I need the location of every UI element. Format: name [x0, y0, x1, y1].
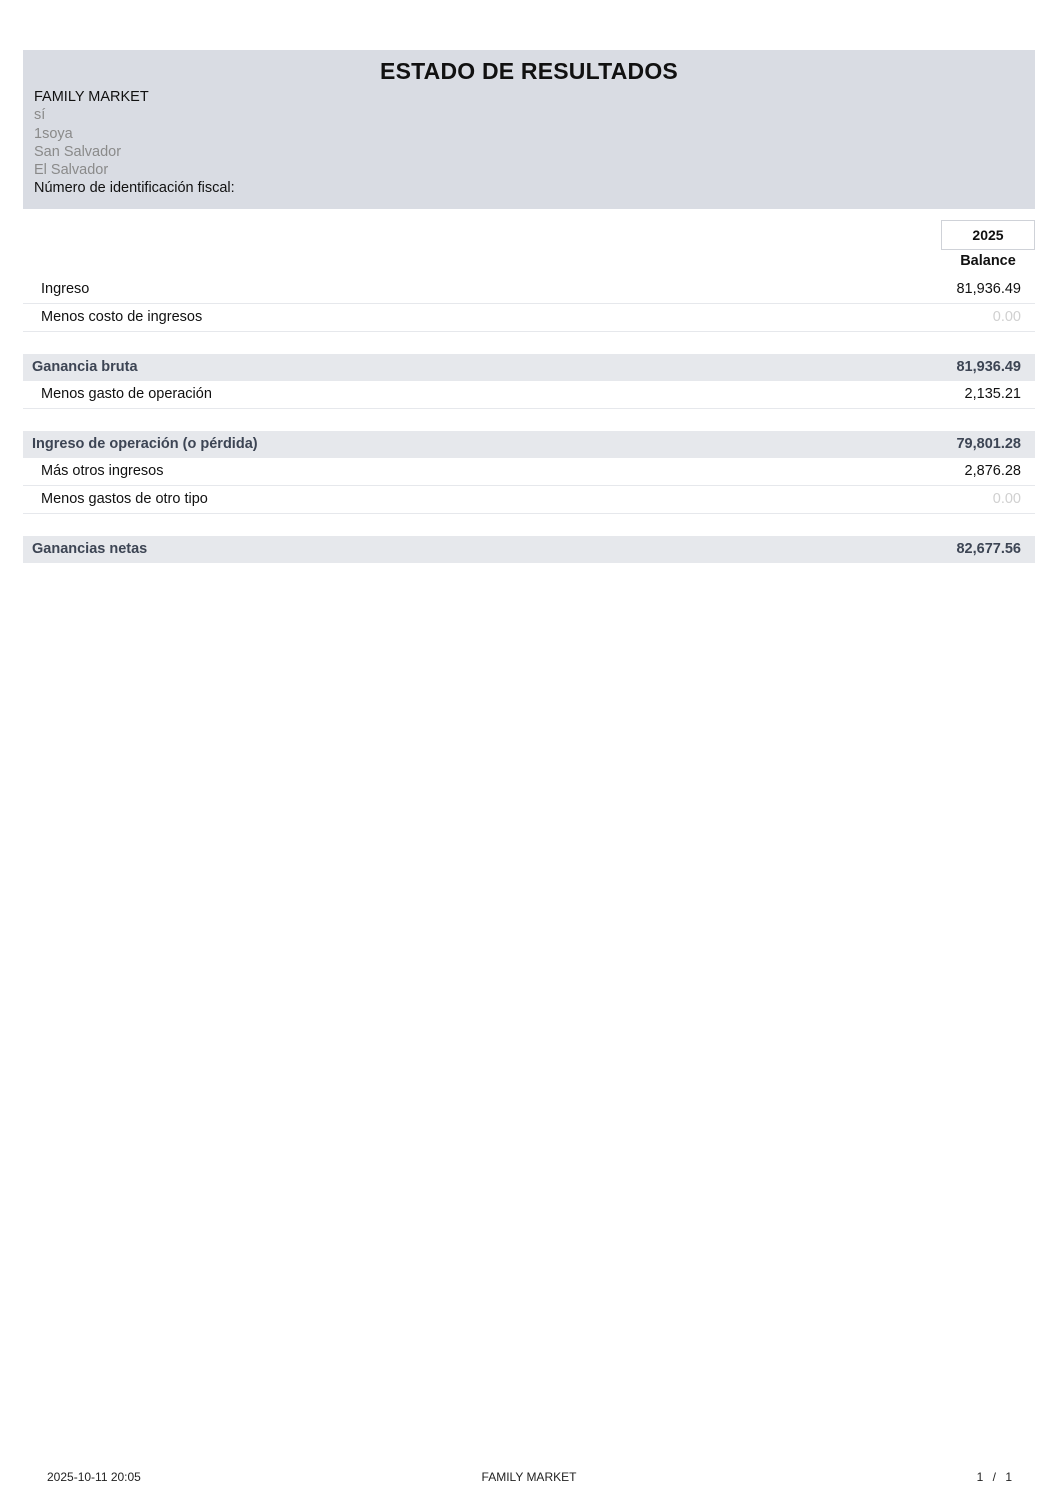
row-ingreso: [23, 276, 1035, 304]
row-value: 0.00: [992, 491, 1021, 507]
row-otros-gastos: [23, 486, 1035, 514]
balance-column-header: Balance: [960, 253, 1016, 269]
row-label: Menos costo de ingresos: [41, 309, 203, 325]
row-ingreso-operacion: [23, 431, 1035, 458]
company-info: [34, 88, 235, 198]
address-city: San Salvador: [34, 143, 122, 160]
row-label: Más otros ingresos: [41, 463, 164, 479]
row-value: 2,876.28: [964, 463, 1021, 479]
address-line-1: sí: [34, 107, 46, 124]
year-column-header: 2025: [941, 220, 1035, 250]
row-value: 81,936.49: [956, 359, 1021, 375]
footer-company: FAMILY MARKET: [481, 1470, 577, 1484]
row-gasto-operacion: [23, 381, 1035, 409]
row-value: 82,677.56: [956, 541, 1021, 557]
row-value: 0.00: [992, 309, 1021, 325]
row-value: 79,801.28: [956, 436, 1021, 452]
row-label: Ganancia bruta: [32, 359, 138, 375]
address-line-2: 1soya: [34, 125, 73, 142]
row-label: Menos gasto de operación: [41, 386, 212, 402]
page-footer: [0, 1470, 1058, 1486]
report-header: [23, 50, 1035, 209]
footer-timestamp: 2025-10-11 20:05: [47, 1470, 141, 1484]
row-otros-ingresos: [23, 458, 1035, 486]
row-costo-ingresos: [23, 304, 1035, 332]
tax-id-label: Número de identificación fiscal:: [34, 180, 235, 197]
row-label: Menos gastos de otro tipo: [41, 491, 208, 507]
row-label: Ingreso de operación (o pérdida): [32, 436, 258, 452]
row-ganancia-bruta: [23, 354, 1035, 381]
report-title: ESTADO DE RESULTADOS: [380, 58, 678, 84]
company-name: FAMILY MARKET: [34, 89, 149, 105]
address-country: El Salvador: [34, 162, 109, 179]
row-value: 81,936.49: [956, 281, 1021, 297]
row-label: Ingreso: [41, 281, 90, 297]
row-value: 2,135.21: [964, 386, 1021, 402]
row-ganancias-netas: [23, 536, 1035, 563]
page-indicator: 1 / 1: [976, 1470, 1012, 1484]
row-label: Ganancias netas: [32, 541, 148, 557]
